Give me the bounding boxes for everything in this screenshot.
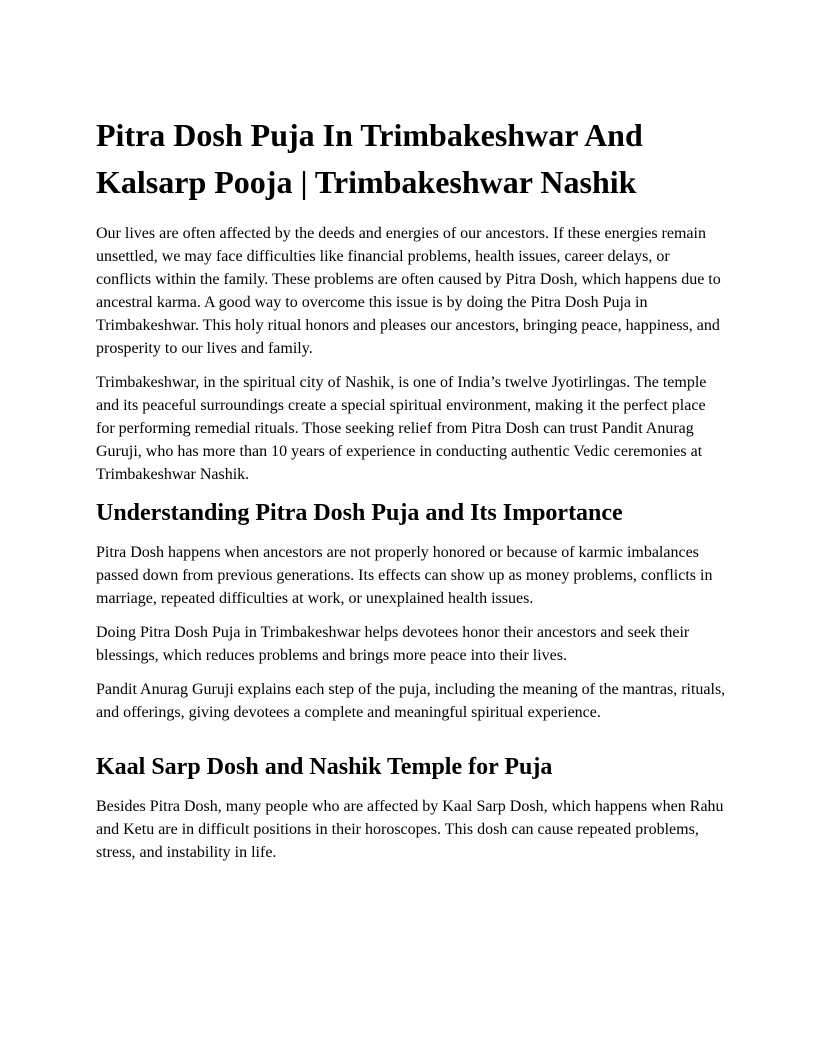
document-title: Pitra Dosh Puja In Trimbakeshwar And Kalsarp Pooja | Trimbakeshwar Nashik — [96, 117, 643, 200]
section-heading-understanding-pitra-dosh: Understanding Pitra Dosh Puja and Its Importance — [96, 500, 623, 526]
section1-paragraph-1: Pitra Dosh happens when ancestors are not properly honored or because of karmic imbalances passed down from previous generations. Its effects can show up as money problems, conflicts in marriage, repeated difficulties at work, or unexplained health issues. — [96, 544, 713, 607]
section1-paragraph-2: Doing Pitra Dosh Puja in Trimbakeshwar helps devotees honor their ancestors and seek their blessings, which reduces problems and brings more peace into their lives. — [96, 624, 690, 664]
document-page — [96, 112, 726, 875]
intro-paragraph-2: Trimbakeshwar, in the spiritual city of Nashik, is one of India’s twelve Jyotirlingas. The temple and its peaceful surroundings create a special spiritual environment, making it the perfect place for performing remedial rituals. Those seeking relief from Pitra Dosh can trust Pandit Anurag Guruji, who has more than 10 years of experience in conducting authentic Vedic ceremonies at Trimbakeshwar Nashik. — [96, 374, 707, 483]
intro-paragraph-1: Our lives are often affected by the deeds and energies of our ancestors. If these energies remain unsettled, we may face difficulties like financial problems, health issues, career delays, or conflicts within the family. These problems are often caused by Pitra Dosh, which happens due to ancestral karma. A good way to overcome this issue is by doing the Pitra Dosh Puja in Trimbakeshwar. This holy ritual honors and pleases our ancestors, bringing peace, happiness, and prosperity to our lives and family. — [96, 225, 721, 357]
section-heading-kaal-sarp-dosh: Kaal Sarp Dosh and Nashik Temple for Puja — [96, 754, 553, 780]
section1-paragraph-3: Pandit Anurag Guruji explains each step of the puja, including the meaning of the mantras, rituals, and offerings, giving devotees a complete and meaningful spiritual experience. — [96, 681, 726, 721]
section2-paragraph-1: Besides Pitra Dosh, many people who are affected by Kaal Sarp Dosh, which happens when Rahu and Ketu are in difficult positions in their horoscopes. This dosh can cause repeated problems, stress, and instability in life. — [96, 798, 724, 861]
